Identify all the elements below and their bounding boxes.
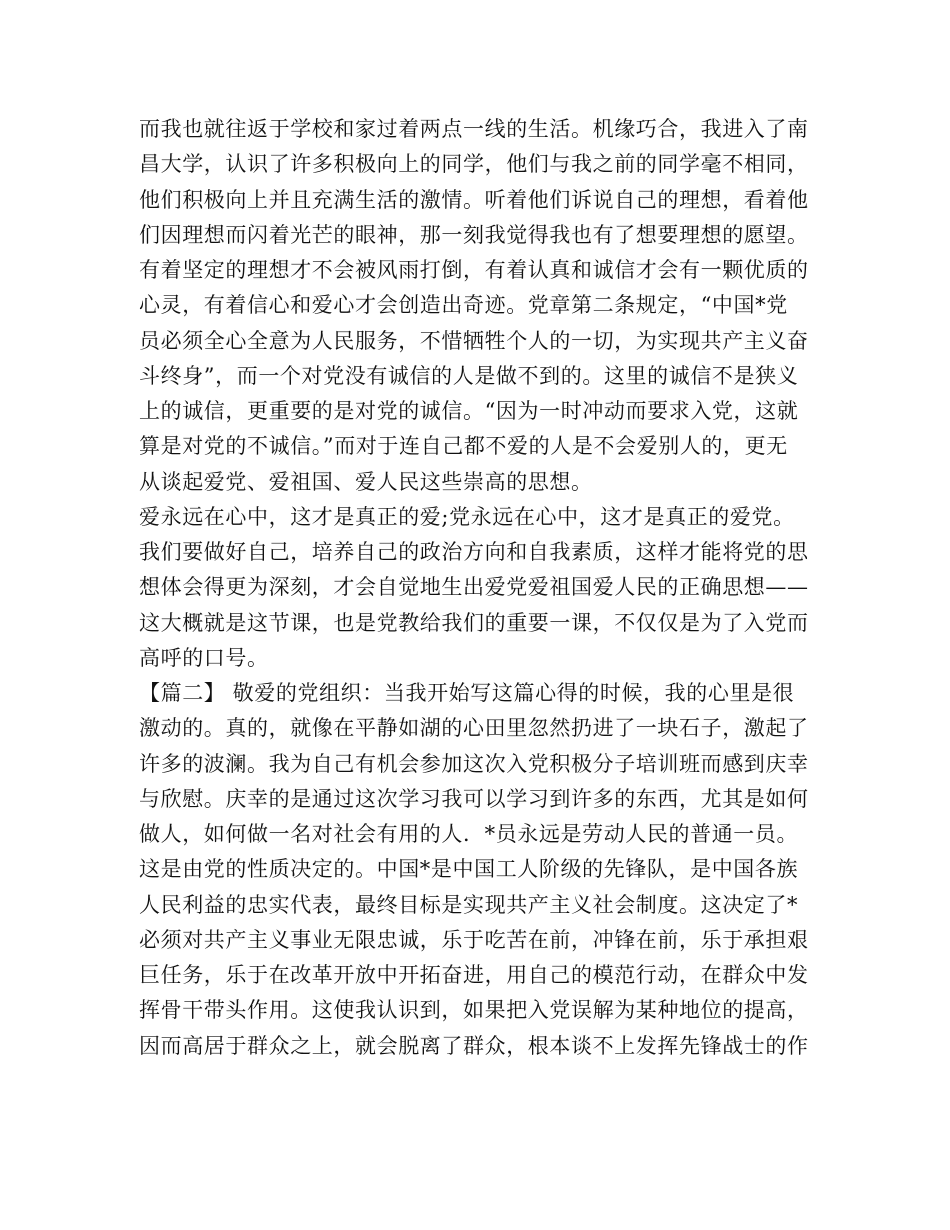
text-line: 巨任务，乐于在改革开放中开拓奋进，用自己的模范行动，在群众中发 [139,963,809,987]
text-line: 昌大学，认识了许多积极向上的同学，他们与我之前的同学毫不相同， [139,152,809,177]
text-line: 从谈起爱党、爱祖国、爱人民这些崇高的思想。 [139,469,593,494]
section-heading-line: 【篇二】 敬爱的党组织：当我开始写这篇心得的时候，我的心里是很 [139,681,795,705]
text-line: 上的诚信，更重要的是对党的诚信。“因为一时冲动而要求入党，这就 [139,399,799,423]
text-line: 这大概就是这节课，也是党教给我们的重要一课，不仅仅是为了入党而 [139,610,809,635]
text-line: 激动的。真的，就像在平静如湖的心田里忽然扔进了一块石子，激起了 [139,716,809,741]
text-line: 他们积极向上并且充满生活的激情。听着他们诉说自己的理想，看着他 [139,187,809,212]
text-line: 斗终身”，而一个对党没有诚信的人是做不到的。这里的诚信不是狭义 [139,363,799,388]
text-line: 想体会得更为深刻，才会自觉地生出爱党爱祖国爱人民的正确思想—— [139,575,809,600]
text-line: 因而高居于群众之上，就会脱离了群众，根本谈不上发挥先锋战士的作 [139,1033,809,1058]
text-line: 挥骨干带头作用。这使我认识到，如果把入党误解为某种地位的提高， [139,998,809,1023]
text-line: 人民利益的忠实代表，最终目标是实现共产主义社会制度。这决定了* [139,892,799,917]
text-line: 算是对党的不诚信。”而对于连自己都不爱的人是不会爱别人的，更无 [139,434,788,459]
text-line: 与欣慰。庆幸的是通过这次学习我可以学习到许多的东西，尤其是如何 [139,786,809,811]
text-line: 心灵，有着信心和爱心才会创造出奇迹。党章第二条规定，“中国*党 [139,293,788,318]
text-line: 有着坚定的理想才不会被风雨打倒，有着认真和诚信才会有一颗优质的 [139,258,809,282]
body-text [139,112,819,1064]
text-line: 们因理想而闪着光芒的眼神，那一刻我觉得我也有了想要理想的愿望。 [139,222,809,247]
text-line: 必须对共产主义事业无限忠诚，乐于吃苦在前，冲锋在前，乐于承担艰 [139,927,809,952]
text-line: 我们要做好自己，培养自己的政治方向和自我素质，这样才能将党的思 [139,540,809,564]
text-line: 这是由党的性质决定的。中国*是中国工人阶级的先锋队，是中国各族 [139,857,799,882]
text-line: 而我也就往返于学校和家过着两点一线的生活。机缘巧合，我进入了南 [139,117,809,141]
text-line: 员必须全心全意为人民服务，不惜牺牲个人的一切，为实现共产主义奋 [139,328,809,353]
text-line: 许多的波澜。我为自己有机会参加这次入党积极分子培训班而感到庆幸 [139,751,809,776]
text-line: 高呼的口号。 [139,645,269,670]
text-line: 做人，如何做一名对社会有用的人．*员永远是劳动人民的普通一员。 [139,822,799,846]
text-line: 爱永远在心中，这才是真正的爱;党永远在心中，这才是真正的爱党。 [139,504,795,529]
